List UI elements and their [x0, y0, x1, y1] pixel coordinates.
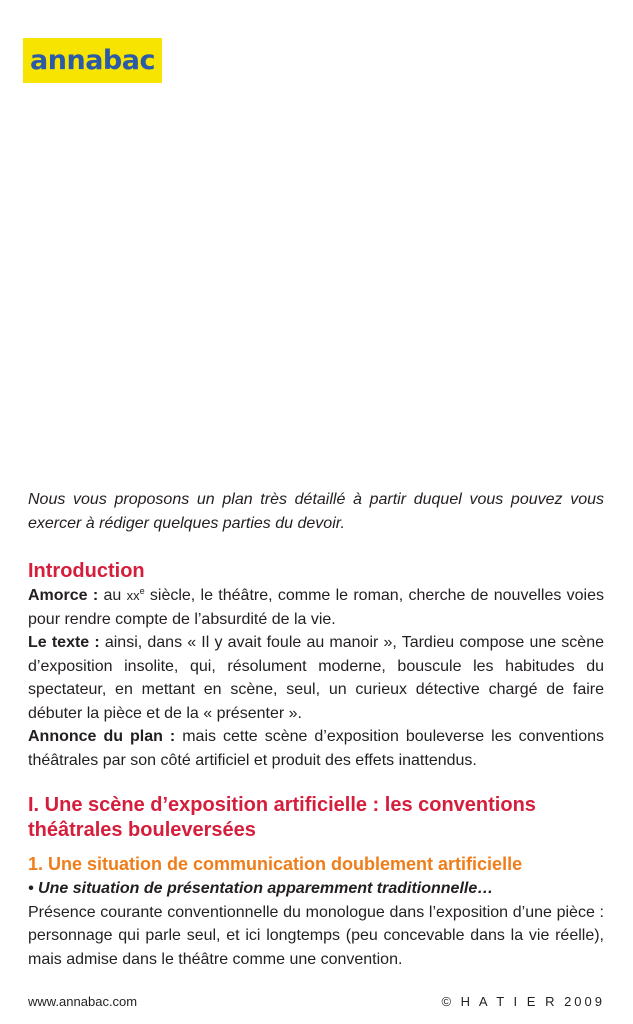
- logo-text: annabac: [30, 45, 155, 76]
- amorce-century: xx: [126, 588, 140, 603]
- annonce-body: mais cette scène d’exposition bouleverse les conventions théâtrales par son côté artificiel et produit des effets inattendus.: [28, 728, 604, 769]
- bullet-heading: • Une situation de présentation apparemment traditionnelle…: [28, 880, 494, 897]
- annabac-logo: [23, 38, 162, 83]
- texte-paragraph: [28, 631, 604, 725]
- amorce-sup: e: [139, 586, 145, 596]
- intro-note: Nous vous proposons un plan très détaillé à partir duquel vous pouvez vous exercer à rédiger quelques parties du devoir.: [28, 491, 604, 532]
- part1-paragraph: Présence courante conventionnelle du monologue dans l’exposition d’une pièce : personnage qui parle seul, et ici longtemps (peu concevable dans la vie réelle), mais admise dans le théâtre comme une convention.: [28, 903, 604, 968]
- amorce-paragraph: [28, 584, 604, 631]
- footer-website[interactable]: www.annabac.com: [28, 994, 138, 1009]
- footer-copyright: © H A T I E R 2009: [441, 994, 605, 1009]
- document-body: [28, 488, 604, 971]
- texte-label: Le texte :: [28, 634, 100, 651]
- part1-sub1-heading: 1. Une situation de communication doublement artificielle: [28, 854, 523, 874]
- amorce-pre: au: [98, 587, 127, 604]
- introduction-heading: Introduction: [28, 560, 145, 582]
- amorce-post: siècle, le théâtre, comme le roman, cherche de nouvelles voies pour rendre compte de l’absurdité de la vie.: [28, 587, 604, 628]
- amorce-label: Amorce :: [28, 587, 99, 604]
- annonce-label: Annonce du plan :: [28, 728, 176, 745]
- part1-heading: I. Une scène d’exposition artificielle : les conventions théâtrales bouleversées: [28, 794, 536, 841]
- annonce-paragraph: [28, 725, 604, 772]
- texte-body: ainsi, dans « Il y avait foule au manoir », Tardieu compose une scène d’exposition insolite, qui, résolument moderne, bouscule les habitudes du spectateur, en mettant en scène, seul, un curieux détective chargé de faire débuter la pièce et de la « présenter ».: [28, 634, 604, 722]
